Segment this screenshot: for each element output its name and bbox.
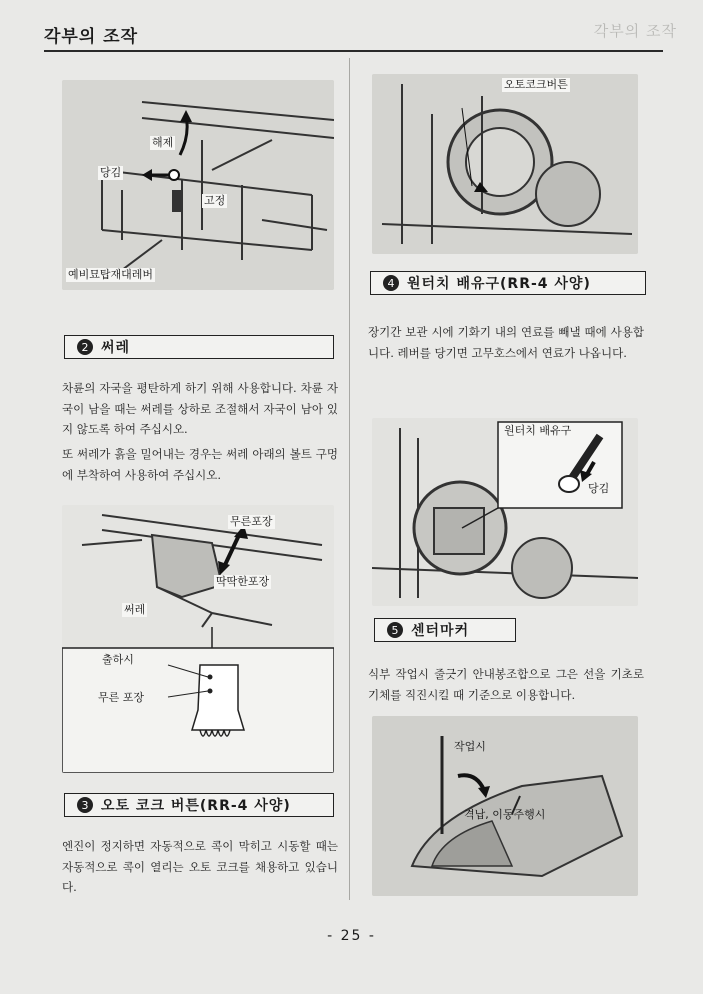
figure-harrow-drawing (62, 505, 334, 773)
label-hard-field: 딱딱한포장 (216, 575, 270, 588)
section-2-heading (64, 335, 334, 359)
label-auto-cock-button: 오토코크버튼 (504, 78, 568, 91)
label-fix: 고정 (204, 194, 226, 207)
section-4-heading (370, 271, 646, 295)
section-4-title: 원터치 배유구(RR-4 사양) (407, 276, 591, 292)
label-pull-drain: 당김 (588, 482, 610, 495)
section-5-title: 센터마커 (411, 623, 470, 639)
section-4-number: 4 (383, 275, 399, 291)
label-lever: 예비묘탑재대레버 (68, 268, 154, 281)
label-working: 작업시 (454, 740, 486, 753)
section-4-paragraph: 장기간 보관 시에 기화기 내의 연료를 빼낼 때에 사용합니다. 레버를 당기면 고무호스에서 연료가 나옵니다. (368, 325, 644, 360)
label-release: 해제 (152, 136, 174, 149)
figure-center-marker (372, 716, 638, 896)
page-number: - 25 - (327, 928, 376, 944)
page-header-title: 각부의 조작 (44, 27, 139, 47)
section-2-title: 써레 (101, 340, 131, 356)
figure-reserve-tray-lever (62, 80, 334, 290)
header-rule (44, 50, 663, 52)
section-2-paragraph-1: 차륜의 자국을 평탄하게 하기 위해 사용합니다. 차륜 자국이 남을 때는 써레를 상하로 조절해서 자국이 남아 있지 않도록 하여 주십시오. (62, 381, 338, 436)
section-5-heading (374, 618, 516, 642)
figure-center-marker-drawing (372, 716, 638, 896)
label-harrow: 써레 (124, 603, 146, 616)
section-3-heading (64, 793, 334, 817)
label-soft-field: 무른포장 (230, 515, 273, 528)
section-3-number: 3 (77, 797, 93, 813)
figure-harrow (62, 505, 334, 773)
section-5-paragraph: 식부 작업시 줄긋기 안내봉조합으로 그은 선을 기초로 기체를 직진시킬 때 기준으로 이용합니다. (368, 667, 644, 702)
figure-one-touch-drain-drawing (372, 418, 638, 606)
section-3-title: 오토 코크 버튼(RR-4 사양) (101, 798, 291, 814)
column-divider (349, 58, 350, 900)
figure-one-touch-drain (372, 418, 638, 606)
figure-auto-cock-drawing (372, 74, 638, 254)
label-shipping: 출하시 (102, 653, 134, 666)
figure-reserve-tray-lever-drawing (62, 80, 334, 290)
section-2-paragraph-2: 또 써레가 흙을 밀어내는 경우는 써레 아래의 볼트 구멍에 부착하여 사용하여 주십시오. (62, 447, 338, 482)
section-2-number: 2 (77, 339, 93, 355)
page-header-bleedthrough: 각부의 조작 (593, 22, 677, 40)
label-storage-travel: 격납, 이동주행시 (464, 808, 546, 821)
section-5-number: 5 (387, 622, 403, 638)
figure-auto-cock (372, 74, 638, 254)
label-pull: 당김 (100, 166, 122, 179)
section-3-paragraph: 엔진이 정지하면 자동적으로 콕이 막히고 시동할 때는 자동적으로 콕이 열리는 오토 코크를 채용하고 있습니다. (62, 839, 338, 894)
label-one-touch-drain: 원터치 배유구 (504, 424, 572, 437)
label-soft-field-2: 무른 포장 (98, 691, 145, 704)
